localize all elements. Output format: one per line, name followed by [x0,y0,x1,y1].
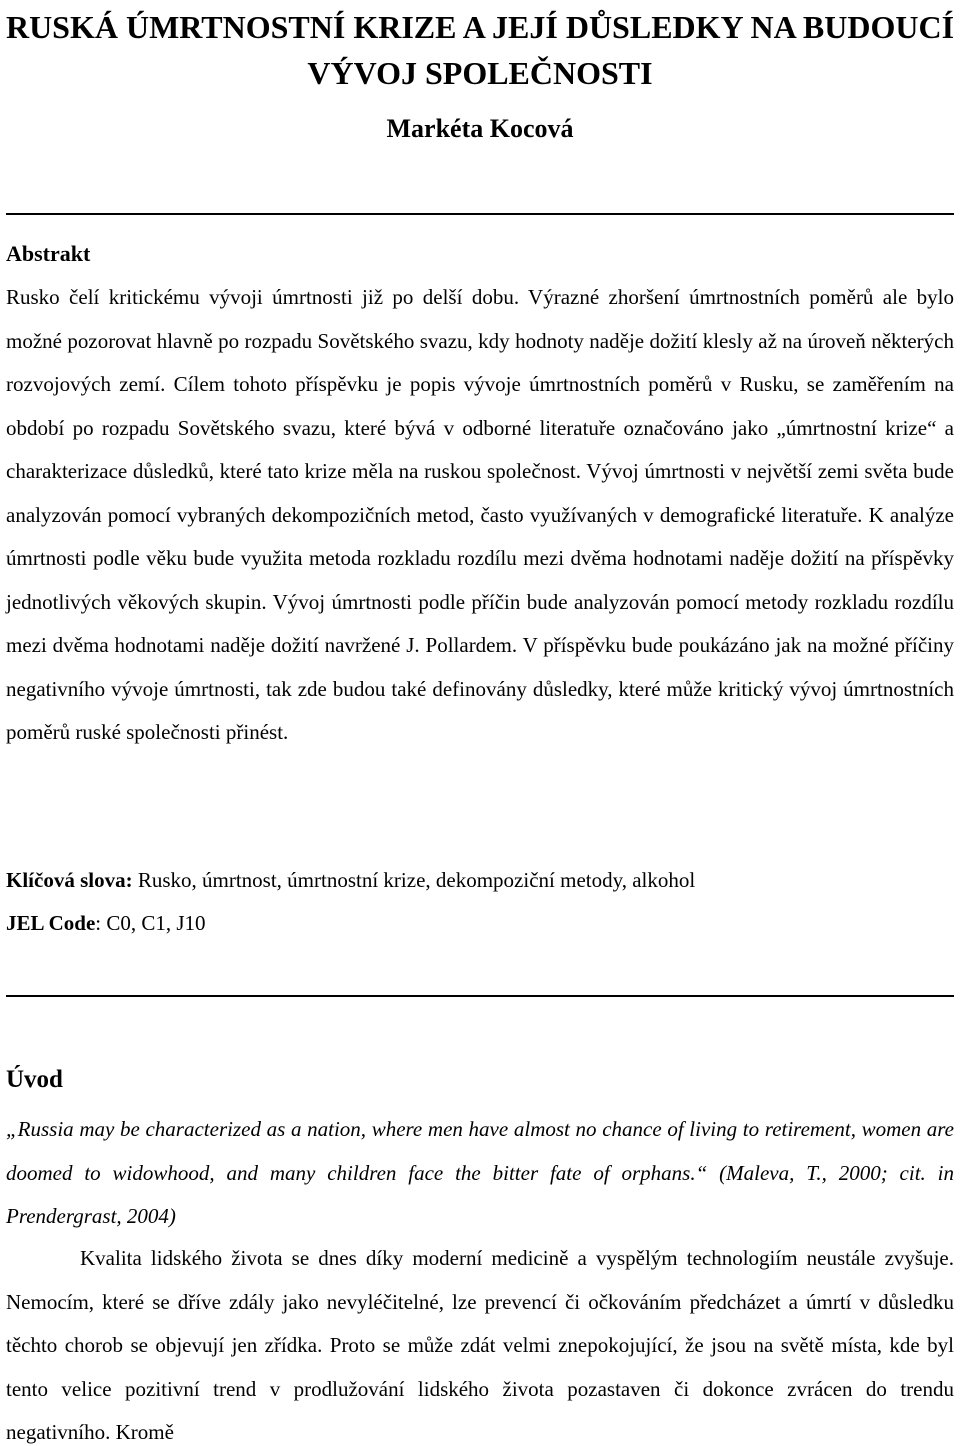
abstract-text: Rusko čelí kritickému vývoji úmrtnosti již po delší dobu. Výrazné zhoršení úmrtnostních poměrů ale bylo možné pozorovat hlavně po rozpadu Sovětského svazu, kdy hodnoty naděje dožití klesly až na úroveň některých rozvojových zemí. Cílem tohoto příspěvku je popis vývoje úmrtnostních poměrů v Rusku, se zaměřením na období po rozpadu Sovětského svazu, které bývá v odborné literatuře označováno jako „úmrtnostní krize“ a charakterizace důsledků, které tato krize měla na ruskou společnost. Vývoj úmrtnosti v největší zemi světa bude analyzován pomocí vybraných dekompozičních metod, často využívaných v demografické literatuře. K analýze úmrtnosti podle věku bude využita metoda rozkladu rozdílu mezi dvěma hodnotami naděje dožití na příspěvky jednotlivých věkových skupin. Vývoj úmrtnosti podle příčin bude analyzován pomocí metody rozkladu rozdílu mezi dvěma hodnotami naděje dožití navržené J. Pollardem. V příspěvku bude poukázáno jak na možné příčiny negativního vývoje úmrtnosti, tak zde budou také definovány důsledky, které může kritický vývoj úmrtnostních poměrů ruské společnosti přinést. [6,285,954,744]
jel-value: : C0, C1, J10 [95,911,206,935]
keywords-line [6,859,954,901]
keywords-label: Klíčová slova: [6,868,133,892]
jel-label: JEL Code [6,911,96,935]
bottom-divider [6,995,954,997]
quote-text: „Russia may be characterized as a nation, where men have almost no chance of living to retirement, women are doomed to widowhood, and many children face the bitter fate of orphans.“ [6,1117,954,1185]
intro-body-text: Kvalita lidského života se dnes díky moderní medicině a vyspělým technologiím neustále zvyšuje. Nemocím, které se dříve zdály jako nevyléčitelné, lze prevencí či očkováním předcházet a úmrtí v důsledku těchto chorob se objevují jen zřídka. Proto se může zdát velmi znepokojující, že jsou na světě místa, kde byl tento velice pozitivní trend v prodlužování lidského života pozastaven či dokonce zvrácen do trendu negativního. Kromě [6,1246,954,1444]
intro-heading: Úvod [6,1066,63,1093]
author-name: Markéta Kocová [386,114,574,143]
intro-quote [6,1108,954,1239]
top-divider [6,213,954,215]
keywords-value: Rusko, úmrtnost, úmrtnostní krize, dekompoziční metody, alkohol [132,868,696,892]
abstract-heading: Abstrakt [6,241,91,266]
jel-line [6,902,954,944]
quote-reference: (Maleva, T., 2000; cit. in Prendergrast, 2004) [6,1160,954,1228]
paper-title: RUSKÁ ÚMRTNOSTNÍ KRIZE A JEJÍ DŮSLEDKY NA BUDOUCÍ VÝVOJ SPOLEČNOSTI [5,9,955,91]
